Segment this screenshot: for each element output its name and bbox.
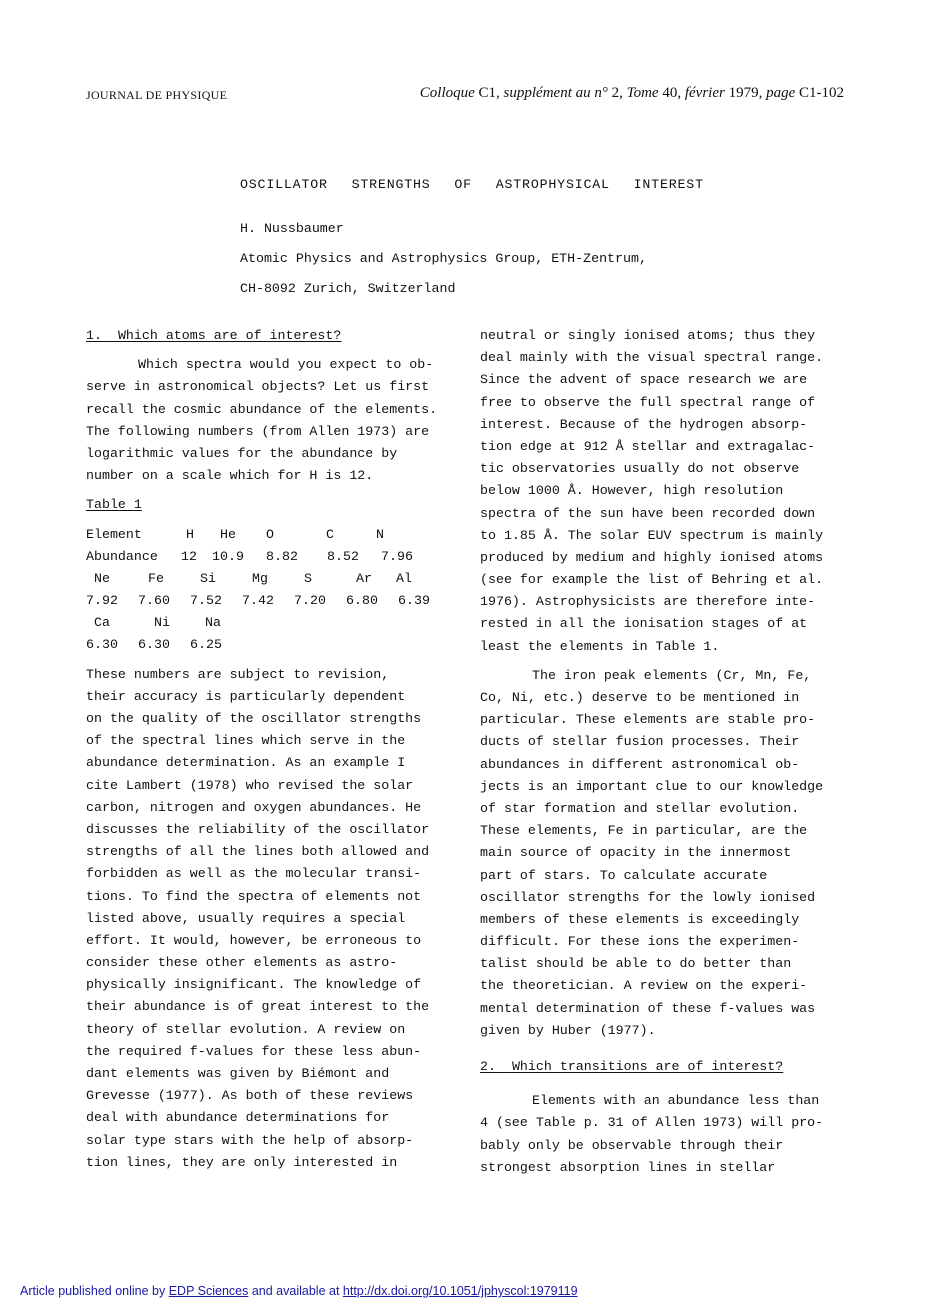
text-line: given by Huber (1977). [480,1022,656,1038]
table-cell: 6.30 [138,637,170,653]
text-line: Which spectra would you expect to ob- [138,357,434,373]
table-1-element-row-1 [86,524,458,546]
table-cell: Ar [356,570,372,586]
text-line: to 1.85 Å. The solar EUV spectrum is mainly [480,527,824,543]
colloque-label: Colloque [419,85,475,101]
section-1-number: 1. [86,328,102,343]
table-cell: Si [200,570,216,586]
table-cell: He [220,526,236,542]
element-row-label: Element [86,526,142,542]
text-line: their abundance is of great interest to the [86,999,430,1015]
text-line: The following numbers (from Allen 1973) are [86,423,430,439]
paper-title: OSCILLATOR STRENGTHS OF ASTROPHYSICAL INTEREST [240,177,704,192]
text-line: free to observe the full spectral range of [480,394,816,410]
text-line: abundances in different astronomical ob- [480,756,800,772]
section-2-number: 2. [480,1059,496,1074]
text-line: carbon, nitrogen and oxygen abundances. He [86,799,422,815]
table-cell: 7.52 [190,593,222,609]
footer-text-2: and available at [248,1284,343,1298]
text-line: These numbers are subject to revision, [86,666,390,682]
text-line: below 1000 Å. However, high resolution [480,483,784,499]
section-2-paragraph-1 [480,1090,852,1179]
supplement-label: supplément au n° [503,85,612,101]
text-line: deal with abundance determinations for [86,1110,390,1126]
text-line: of the spectral lines which serve in the [86,733,406,749]
text-line: rested in all the ionisation stages of at [480,616,808,632]
text-line: theory of stellar evolution. A review on [86,1021,406,1037]
edp-sciences-link[interactable]: EDP Sciences [168,1284,249,1298]
text-line: These elements, Fe in particular, are the [480,823,808,839]
text-line: tion edge at 912 Å stellar and extragalac- [480,438,816,454]
text-line: (see for example the list of Behring et al. [480,572,824,588]
table-cell: Mg [252,570,268,586]
section-1-paragraph-4 [480,665,852,1042]
right-column [480,325,852,1179]
text-line: forbidden as well as the molecular transi- [86,866,422,882]
table-cell: S [304,570,312,586]
text-line: strongest absorption lines in stellar [480,1159,776,1175]
text-line: the required f-values for these less abun- [86,1043,422,1059]
table-cell: Ne [94,570,110,586]
text-line: dant elements was given by Biémont and [86,1066,390,1081]
text-line: of star formation and stellar evolution. [480,800,800,816]
section-1-paragraph-3 [480,325,852,658]
text-line: The iron peak elements (Cr, Mn, Fe, [532,667,812,683]
page-label: page [766,85,799,101]
text-line: physically insignificant. The knowledge of [86,977,422,993]
tome-number: 40, [662,85,685,101]
colloque-reference [420,85,844,102]
table-1-abundance-row-2 [86,590,458,612]
text-line: strengths of all the lines both allowed and [86,844,430,860]
text-line: recall the cosmic abundance of the elements. [86,401,438,417]
table-1-element-row-2 [86,568,458,590]
text-line: produced by medium and highly ionised atoms [480,549,824,565]
table-1-element-row-3 [86,612,458,634]
text-line: tions. To find the spectra of elements not [86,888,422,904]
text-line: oscillator strengths for the lowly ionised [480,889,816,905]
table-cell: H [186,526,194,542]
affiliation-line-1: Atomic Physics and Astrophysics Group, ETH-Zentrum, [240,251,647,266]
table-1 [86,524,458,657]
text-line: serve in astronomical objects? Let us first [86,379,430,395]
table-cell: O [266,526,274,542]
section-1-heading [86,325,458,347]
table-cell: 6.80 [346,593,378,609]
tome-label: Tome [626,85,663,101]
table-cell: 6.39 [398,593,430,609]
left-column [86,325,458,1174]
table-cell: N [376,526,384,542]
text-line: consider these other elements as astro- [86,955,398,971]
author-name: H. Nussbaumer [240,221,344,236]
section-1-paragraph-1 [86,354,458,487]
month-label: février [684,85,729,101]
year-label: 1979, [728,85,767,101]
section-1-title: Which atoms are of interest? [117,328,342,343]
table-cell: Al [396,570,412,586]
text-line: number on a scale which for H is 12. [86,468,374,484]
text-line: part of stars. To calculate accurate [480,867,768,883]
text-line: the theoretician. A review on the experi- [480,978,808,994]
text-line: Grevesse (1977). As both of these reviews [86,1088,414,1104]
issue-number: 2, [611,85,627,101]
text-line: effort. It would, however, be erroneous to [86,932,422,948]
text-line: deal mainly with the visual spectral range. [480,350,824,366]
text-line: Elements with an abundance less than [532,1093,820,1109]
table-cell: 7.92 [86,593,118,609]
text-line: tion lines, they are only interested in [86,1154,398,1170]
page-number: C1-102 [799,85,844,101]
text-line: tic observatories usually do not observe [480,461,800,477]
text-line: cite Lambert (1978) who revised the solar [86,777,414,793]
table-cell: Na [205,615,221,631]
text-line: members of these elements is exceedingly [480,911,800,927]
abundance-row-label: Abundance [86,548,158,564]
text-line: Co, Ni, etc.) deserve to be mentioned in [480,690,800,705]
table-cell: 8.52 [327,548,359,564]
colloque-number: C1, [474,85,504,101]
journal-name: JOURNAL DE PHYSIQUE [86,88,228,102]
section-2-title: Which transitions are of interest? [511,1059,784,1074]
section-1-paragraph-2 [86,664,458,1174]
table-cell: 7.20 [294,593,326,609]
doi-link[interactable]: http://dx.doi.org/10.1051/jphyscol:1979119 [342,1284,578,1298]
text-line: least the elements in Table 1. [480,638,720,654]
table-1-label: Table 1 [86,497,142,513]
text-line: ducts of stellar fusion processes. Their [480,734,800,750]
text-line: main source of opacity in the innermost [480,845,792,861]
table-cell: 7.60 [138,593,170,609]
table-cell: 6.25 [190,637,222,653]
table-cell: 7.96 [381,548,413,564]
table-1-abundance-row-3 [86,634,458,656]
table-cell: 8.82 [266,548,298,564]
text-line: difficult. For these ions the experimen- [480,934,800,950]
table-1-abundance-row-1 [86,546,458,568]
table-cell: Ca [94,615,110,631]
affiliation-line-2: CH-8092 Zurich, Switzerland [240,281,456,296]
text-line: abundance determination. As an example I [86,755,406,771]
table-cell: 7.42 [242,593,274,609]
table-cell: C [326,526,334,542]
text-line: spectra of the sun have been recorded down [480,505,816,521]
text-line: jects is an important clue to our knowledge [480,778,824,794]
text-line: solar type stars with the help of absorp- [86,1132,414,1148]
table-cell: 10.9 [212,548,244,564]
table-cell: 12 [181,548,197,564]
table-cell: 6.30 [86,637,118,653]
table-cell: Fe [148,570,164,586]
text-line: interest. Because of the hydrogen absorp- [480,416,808,432]
footer-text-1: Article published online by [20,1284,169,1298]
text-line: on the quality of the oscillator strengths [86,711,422,726]
table-cell: Ni [154,615,170,631]
text-line: 1976). Astrophysicists are therefore inte- [480,594,816,610]
text-line: logarithmic values for the abundance by [86,445,398,461]
section-2-heading [480,1056,852,1078]
text-line: discusses the reliability of the oscillator [86,821,430,837]
text-line: their accuracy is particularly dependent [86,688,406,704]
text-line: 4 (see Table p. 31 of Allen 1973) will pro- [480,1115,824,1131]
text-line: neutral or singly ionised atoms; thus they [480,328,816,343]
publication-footer [20,1284,578,1298]
text-line: particular. These elements are stable pro- [480,712,816,728]
text-line: bably only be observable through their [480,1137,784,1153]
text-line: talist should be able to do better than [480,956,792,972]
text-line: mental determination of these f-values was [480,1000,816,1016]
text-line: Since the advent of space research we are [480,372,808,388]
text-line: listed above, usually requires a special [86,910,406,926]
